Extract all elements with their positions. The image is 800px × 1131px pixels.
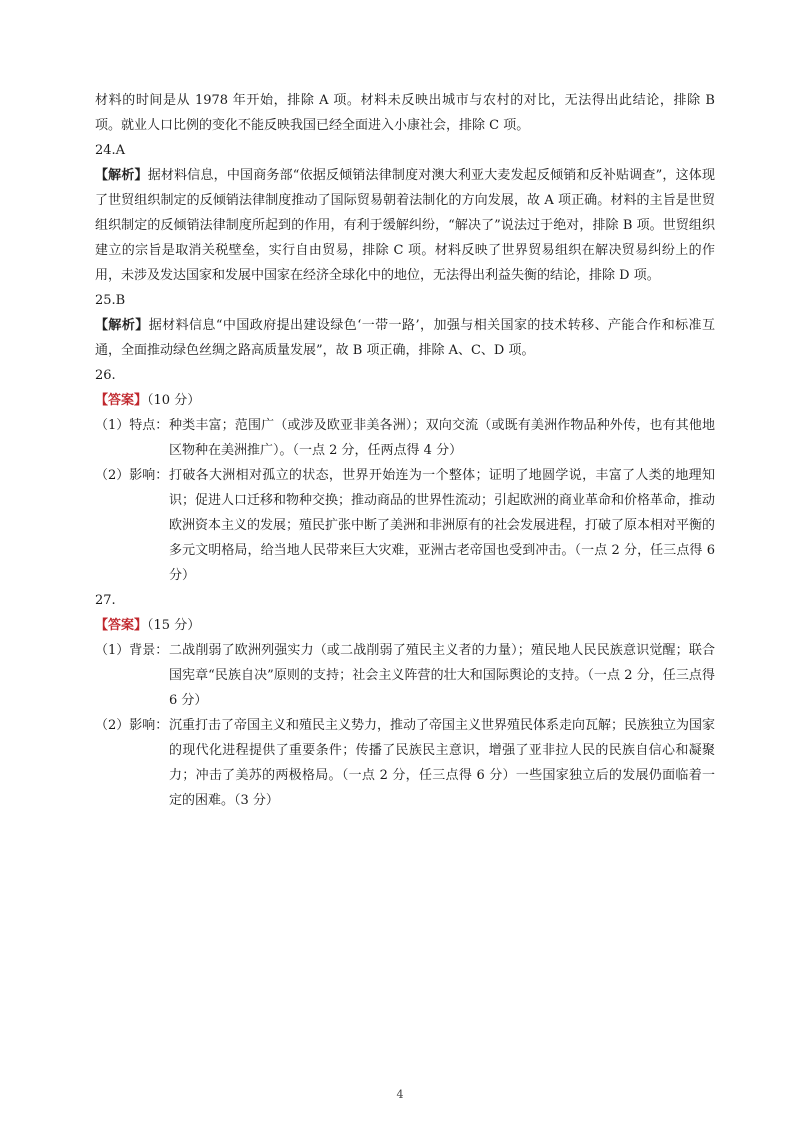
q26-number: 26. — [95, 368, 116, 383]
q24-number: 24.A — [95, 143, 126, 158]
answer-content — [95, 88, 715, 813]
q26-score: （10 分） — [147, 393, 201, 408]
q27-answer-label: 【答案】 — [95, 618, 148, 633]
q24-analysis-text: 据材料信息，中国商务部“依据反倾销法律制度对澳大利亚大麦发起反倾销和反补贴调查”，这体现了世贸组织制定的反倾销法律制度推动了国际贸易朝着法制化的方向发展，故 A 项正确。材料的主旨是世贸组织制定的反倾销法律制度所起到的作用，有利于缓解纠纷，“解决了”说法过于绝对，排除 B 项。世贸组织建立的宗旨是取消关税壁垒，实行自由贸易，排除 C 项。材料反映了世界贸易组织在解决贸易纠纷上的作用，未涉及发达国家和发展中国家在经济全球化中的地位，无法得出利益失衡的结论，排除 D 项。 — [95, 168, 715, 283]
q25-analysis-label: 【解析】 — [95, 318, 149, 333]
q27-answer-header — [95, 613, 715, 638]
q26-item-2-prefix: （2）影响： — [95, 468, 169, 483]
q25-explanation — [95, 313, 715, 363]
q27-score: （15 分） — [147, 618, 201, 633]
q27-item-1-text: 二战削弱了欧洲列强实力（或二战削弱了殖民主义者的力量）；殖民地人民民族意识觉醒；联合国宪章“民族自决”原则的支持；社会主义阵营的壮大和国际舆论的支持。（一点 2 分，任三点得 6 分） — [169, 643, 715, 708]
q26-item-1 — [95, 413, 715, 463]
q27-item-2-prefix: （2）影响： — [95, 718, 169, 733]
q27-item-2 — [95, 713, 715, 813]
page-number: 4 — [396, 1088, 404, 1101]
q26-answer-header — [95, 388, 715, 413]
q24-analysis-label: 【解析】 — [95, 168, 148, 183]
q27-number: 27. — [95, 593, 116, 608]
q27-item-2-text: 沉重打击了帝国主义和殖民主义势力，推动了帝国主义世界殖民体系走向瓦解；民族独立为国家的现代化进程提供了重要条件；传播了民族民主意识，增强了亚非拉人民的民族自信心和凝聚力；冲击了美苏的两极格局。（一点 2 分，任三点得 6 分）一些国家独立后的发展仍面临着一定的困难。（3 分） — [169, 718, 716, 808]
q23-explanation-tail: 材料的时间是从 1978 年开始，排除 A 项。材料未反映出城市与农村的对比，无法得出此结论，排除 B 项。就业人口比例的变化不能反映我国已经全面进入小康社会，排除 C 项。 — [95, 93, 715, 133]
q27-item-1 — [95, 638, 715, 713]
q26-answer-label: 【答案】 — [95, 393, 148, 408]
q26-item-2-text: 打破各大洲相对孤立的状态，世界开始连为一个整体；证明了地圆学说，丰富了人类的地理知识；促进人口迁移和物种交换；推动商品的世界性流动；引起欧洲的商业革命和价格革命，推动欧洲资本主义的发展；殖民扩张中断了美洲和非洲原有的社会发展进程，打破了原本相对平衡的多元文明格局，给当地人民带来巨大灾难，亚洲古老帝国也受到冲击。（一点 2 分，任三点得 6 分） — [169, 468, 716, 583]
q27-item-1-prefix: （1）背景： — [95, 643, 169, 658]
q26-item-1-text: 种类丰富；范围广（或涉及欧亚非美各洲）；双向交流（或既有美洲作物品种外传，也有其他地区物种在美洲推广）。（一点 2 分，任两点得 4 分） — [169, 418, 715, 458]
q24-explanation — [95, 163, 715, 288]
q26-item-2 — [95, 463, 715, 588]
q25-number: 25.B — [95, 293, 126, 308]
q26-item-1-prefix: （1）特点： — [95, 418, 169, 433]
q25-analysis-text: 据材料信息“中国政府提出建设绿色‘一带一路’，加强与相关国家的技术转移、产能合作和标准互通，全面推动绿色丝绸之路高质量发展”，故 B 项正确，排除 A、C、D 项。 — [95, 318, 715, 358]
